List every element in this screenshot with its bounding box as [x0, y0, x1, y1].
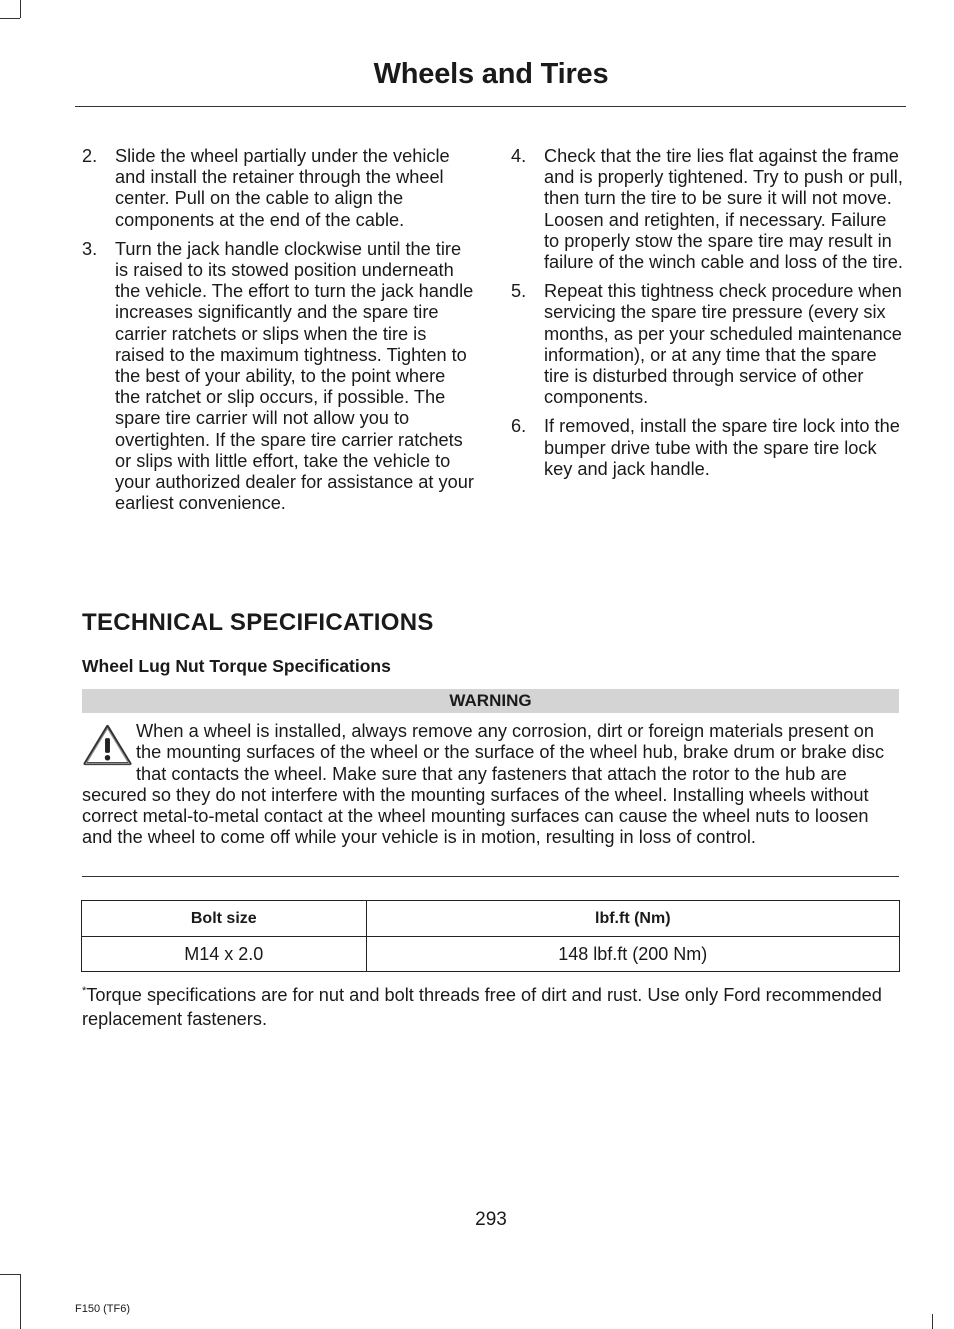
crop-mark — [20, 1274, 21, 1329]
step-text: Check that the tire lies flat against the frame and is properly tightened. Try to push or pull, then turn the tire to be sure it will not move. Loosen and retighten, if necessary. Failure to properly stow the spare tire may result in failure of the winch cable and loss of the tire. — [544, 146, 903, 273]
step-number: 5. — [511, 281, 527, 302]
crop-mark — [0, 1274, 20, 1275]
step-text: Turn the jack handle clockwise until the tire is raised to its stowed position underneath the vehicle. The effort to turn the jack handle increases significantly and the spare tire carrier ratchets or slips when the tire is raised to the maximum tightness. Tighten to the best of your ability, to the point where the ratchet or slip occurs, if possible. The spare tire carrier will not allow you to overtighten. If the spare tire carrier ratchets or slips with little effort, take the vehicle to your authorized dealer for assistance at your earliest convenience. — [115, 238, 474, 514]
crop-mark — [20, 0, 21, 18]
header-divider — [75, 106, 906, 107]
crop-mark — [0, 18, 20, 19]
footer-code: F150 (TF6) — [75, 1303, 131, 1315]
warning-divider — [82, 876, 899, 877]
table-header-row — [82, 901, 900, 937]
torque-spec-table — [81, 900, 900, 972]
table-cell-torque: 148 lbf.ft (200 Nm) — [366, 937, 899, 972]
column-header-torque: lbf.ft (Nm) — [366, 901, 899, 937]
warning-text: When a wheel is installed, always remove any corrosion, dirt or foreign materials present on the mounting surfaces of the wheel or the surface of the wheel hub, brake drum or brake disc that contacts the wheel. Make sure that any fasteners that attach the rotor to the hub are secured so they do not interfere with the mounting surfaces of the wheel. Installing wheels without correct metal-to-metal contact at the wheel mounting surfaces can cause the wheel nuts to loosen and the wheel to come off while your vehicle is in motion, resulting in loss of control. — [82, 721, 885, 848]
footnote-marker: * — [82, 985, 87, 997]
sub-heading: Wheel Lug Nut Torque Specifications — [82, 656, 391, 676]
step-number: 2. — [82, 146, 98, 166]
step-text: If removed, install the spare tire lock into the bumper drive tube with the spare tire lock key and jack handle. — [544, 416, 900, 479]
step-text: Slide the wheel partially under the vehicle and install the retainer through the wheel center. Pull on the cable to align the components at the end of the cable. — [115, 146, 450, 230]
step-number: 3. — [82, 238, 98, 259]
crop-mark — [932, 1314, 933, 1329]
step-item — [511, 146, 903, 273]
step-item — [82, 239, 474, 515]
section-heading: TECHNICAL SPECIFICATIONS — [82, 609, 434, 636]
step-item — [82, 146, 474, 231]
footnote — [82, 979, 902, 1031]
step-item — [511, 281, 903, 408]
steps-right-column — [511, 146, 903, 488]
steps-left-column — [82, 146, 474, 522]
step-number: 6. — [511, 416, 527, 437]
page-number: 293 — [475, 1209, 507, 1230]
warning-label: WARNING — [82, 689, 899, 713]
page-title: Wheels and Tires — [373, 58, 609, 90]
warning-box — [82, 721, 899, 849]
step-text: Repeat this tightness check procedure when servicing the spare tire pressure (every six months, as per your scheduled maintenance information), or at any time that the spare tire is disturbed through service of other components. — [544, 281, 902, 408]
step-number: 4. — [511, 146, 527, 166]
warning-triangle-icon — [82, 723, 133, 767]
footnote-text: Torque specifications are for nut and bolt threads free of dirt and rust. Use only Ford recommended replacement fasteners. — [82, 985, 882, 1029]
table-cell-bolt-size: M14 x 2.0 — [82, 937, 367, 972]
column-header-bolt-size: Bolt size — [82, 901, 367, 937]
step-item — [511, 416, 903, 480]
table-row — [82, 937, 900, 972]
